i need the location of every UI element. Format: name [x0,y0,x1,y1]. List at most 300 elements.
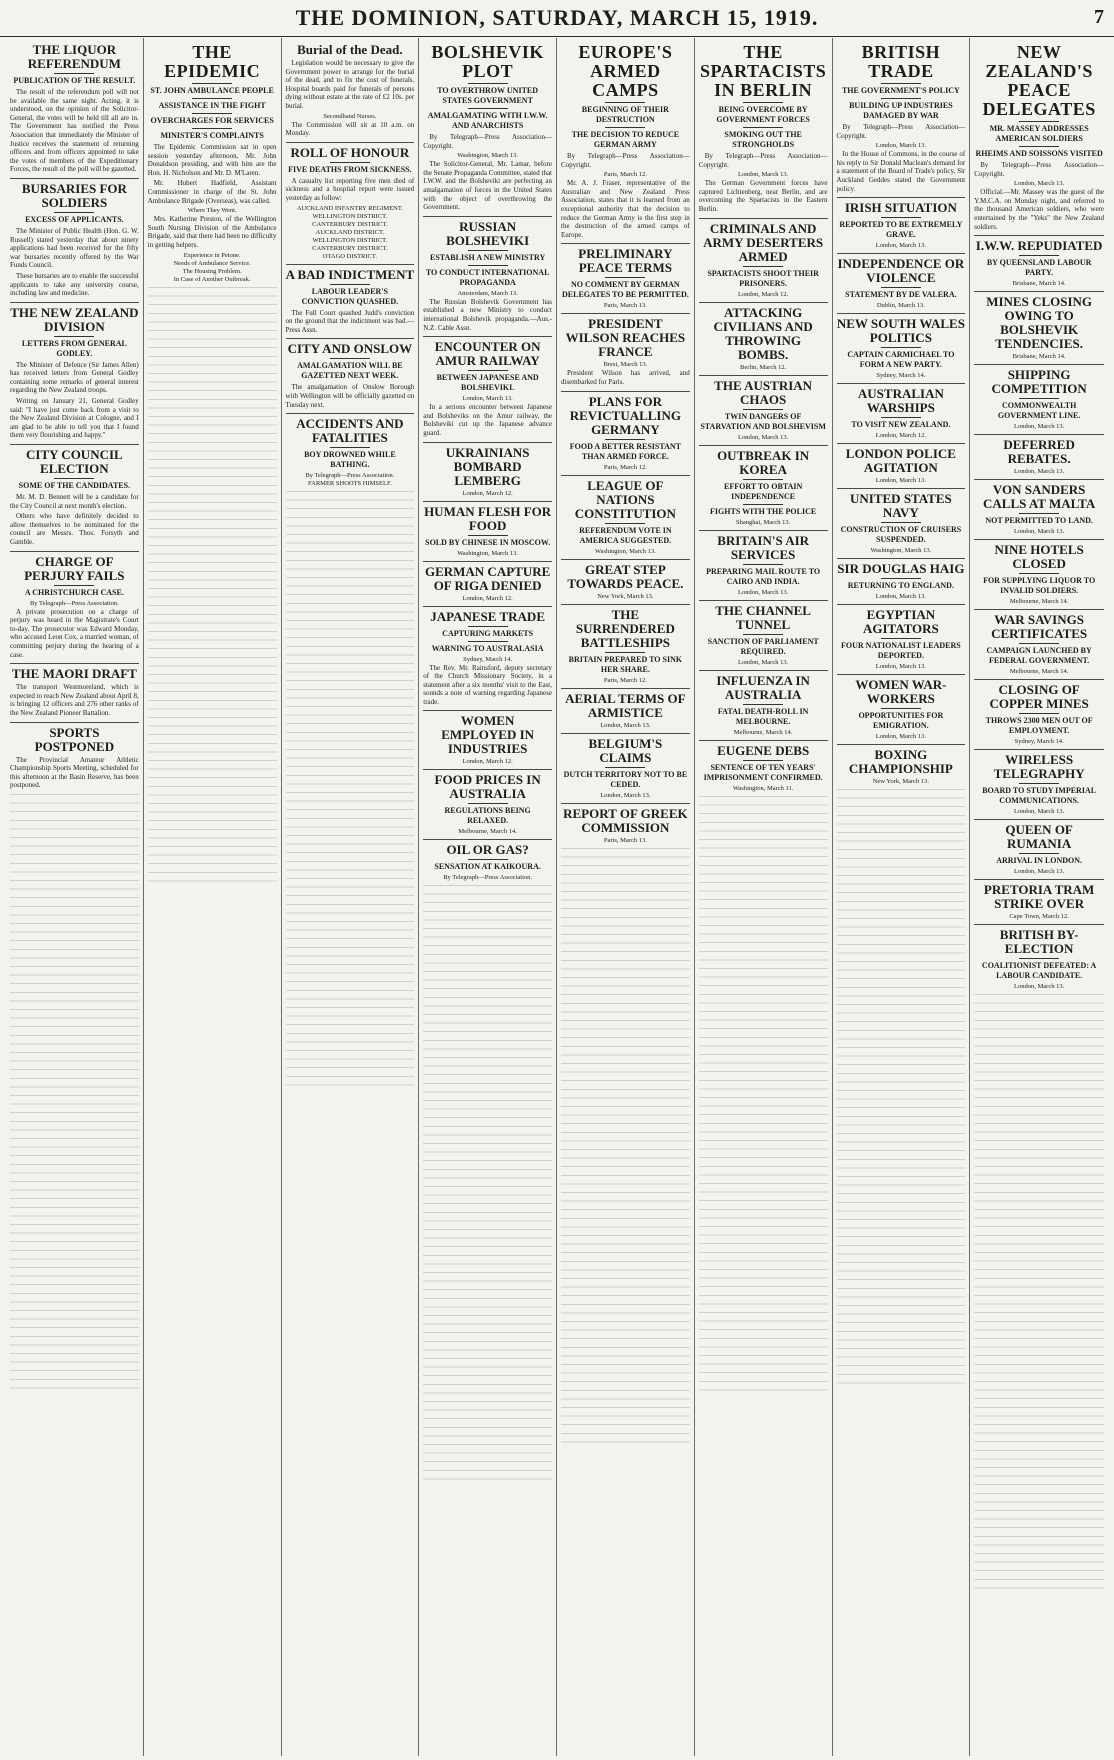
article [286,338,415,409]
article-divider [837,744,966,745]
article-headline: NEW SOUTH WALES POLITICS [836,316,965,346]
article-dateline: Paris, March 12. [603,676,647,684]
subhead-divider [192,113,232,114]
article-dateline: London, March 13. [1014,983,1065,991]
article-headline: CLOSING OF COPPER MINES [989,682,1089,712]
article-headline: NINE HOTELS CLOSED [994,542,1084,572]
article-divider [561,688,690,689]
article-dateline: London, March 13. [1014,868,1065,876]
article-headline: CRIMINALS AND ARMY DESERTERS ARMED [703,220,824,264]
article-subhead: RETURNING TO ENGLAND. [847,581,954,591]
article-paragraph: Mrs. Katherine Preston, of the Wellington South Nursing Division of the Ambulance Brigade, said that there had been no difficulty in getting helpers. [147,215,277,249]
article-dateline: Melbourne, March 14. [458,828,517,836]
article [561,803,690,844]
article-headline: UKRAINIANS BOMBARD LEMBERG [445,444,530,488]
article-divider [974,235,1104,236]
article-dateline: WELLINGTON DISTRICT. [312,212,388,220]
subhead-divider [1019,643,1059,644]
article-headline: BOXING CHAMPIONSHIP [848,747,953,777]
column [695,38,833,1756]
article-divider [423,769,552,770]
article-divider [699,740,828,741]
column-text-continuation [561,848,690,1448]
subhead-divider [330,162,370,163]
subhead-divider [1019,573,1059,574]
article [699,445,828,526]
subhead-divider [468,626,508,627]
article-dateline: London, March 13. [875,142,926,150]
article-headline: WIRELESS TELEGRAPHY [993,752,1085,782]
article-subhead: SOME OF THE CANDIDATES. [18,481,131,491]
article [699,670,828,736]
article [423,501,552,557]
article-dateline: In Case of Another Outbreak. [173,275,251,283]
article-dateline: London, March 13. [738,171,789,179]
article-dateline: Washington, March 13. [870,547,932,555]
article-headline: THE AUSTRIAN CHAOS [714,377,813,407]
article [10,551,139,660]
article-paragraph: Mr. M. D. Bennett will be a candidate for the City Council at next month's election. [10,493,139,510]
article-headline: LONDON POLICE AGITATION [845,446,956,476]
article [10,722,139,790]
article-dateline: London, March 12. [875,432,926,440]
article-divider [561,604,690,605]
article [561,475,690,555]
article-dateline: Paris, March 12. [603,171,647,179]
article [974,924,1104,990]
article-dateline: London, March 13. [875,477,926,485]
article-subhead: BEGINNING OF THEIR DESTRUCTION [581,105,669,124]
article [837,604,966,670]
subhead-divider [605,652,645,653]
article [837,383,966,439]
article-dateline: AUCKLAND DISTRICT. [315,228,385,236]
subhead-divider [330,284,370,285]
article [974,679,1104,745]
article-dateline: WELLINGTON DISTRICT. [312,236,388,244]
article-subhead: THE DECISION TO REDUCE GERMAN ARMY [571,130,680,149]
article-dateline: Experience in Petone. [183,251,241,259]
column [557,38,695,1756]
article-headline: THE MAORI DRAFT [11,666,137,682]
article-headline: INDEPENDENCE OR VIOLENCE [837,256,965,286]
article-headline: A BAD INDICTMENT [285,266,415,282]
article [837,744,966,785]
column-text-continuation [10,794,139,1394]
article-divider [561,313,690,314]
article-headline: SIR DOUGLAS HAIG [837,561,965,577]
article-subhead: BUILDING UP INDUSTRIES DAMAGED BY WAR [849,101,953,120]
subhead-divider [54,478,94,479]
article-dateline: Needs of Ambulance Service. [173,259,251,267]
article-headline: WAR SAVINGS CERTIFICATES [991,612,1088,642]
subhead-divider [881,708,921,709]
article-headline: EUROPE'S ARMED CAMPS [578,42,673,100]
article-dateline: By Telegraph—Press Association. [443,874,533,882]
article [561,243,690,309]
article-divider [837,443,966,444]
article [974,819,1104,875]
article-divider [699,218,828,219]
article-dateline: Washington, March 13. [457,152,519,160]
subhead-divider [468,250,508,251]
article-paragraph: The result of the referendum poll will not be available the same night. Acting, it is understood, on the opinion of the Solicitor-General, the votes will be held till all are in. The Government has notified the Press Association that immediately the Minister of Justice receives the statement of returning officers and from officers appointed to take the votes of members of the Expeditionary Forces, the result of the poll will be gazetted. [10,88,139,174]
article-dateline: Sydney, March 14. [463,655,513,663]
article-subhead: SOLD BY CHINESE IN MOSCOW. [425,537,551,547]
subhead-divider [881,578,921,579]
article-divider [974,819,1104,820]
article-paragraph: By Telegraph—Press Association—Copyright. [836,123,966,140]
article-headline: IRISH SITUATION [844,200,957,216]
article [974,291,1104,360]
article [10,302,139,440]
article-divider [699,530,828,531]
article-paragraph: By Telegraph—Press Association—Copyright. [974,161,1104,178]
subhead-divider [605,523,645,524]
column-text-continuation [974,994,1104,1594]
article-paragraph: A private prosecution on a charge of perjury was heard in the Magistrate's Court to-day. The prosecutor was Edward Monday, who accused Leon Cox, a married woman, of committing perjury during the hearing of a case. [10,607,139,659]
column [419,38,557,1756]
article-headline: CHARGE OF PERJURY FAILS [24,553,125,583]
article [699,375,828,441]
article-subhead: BRITAIN PREPARED TO SINK HER SHARE. [568,654,683,674]
article-divider [423,606,552,607]
article-dateline: The Housing Problem. [182,267,242,275]
article-divider [561,475,690,476]
article-subhead: MINISTER'S COMPLAINTS [160,131,264,140]
article-divider [10,722,139,723]
subhead-divider [1019,121,1059,122]
article-divider [286,142,415,143]
subhead-divider [743,564,783,565]
article-dateline: Brisbane, March 14. [1012,280,1066,288]
subhead-divider [468,535,508,536]
article [699,600,828,666]
subhead-divider [743,266,783,267]
article-subhead: FATAL DEATH-ROLL IN MELBOURNE. [717,706,809,726]
article [423,839,552,881]
article-headline: AERIAL TERMS OF ARMISTICE [565,690,686,720]
article-subhead: DUTCH TERRITORY NOT TO BE CEDED. [563,769,688,789]
article-headline: CITY AND ONSLOW [287,341,413,357]
article-dateline: London, March 12. [738,290,789,298]
article-headline: EUGENE DEBS [717,742,810,758]
article-divider [10,663,139,664]
article-dateline: Paris, March 12. [603,463,647,471]
subhead-divider [881,522,921,523]
article-subhead: CAPTURING MARKETS [442,628,534,638]
subhead-divider [743,760,783,761]
article-divider [561,733,690,734]
article-headline: I.W.W. REPUDIATED [975,238,1103,254]
subhead-divider [468,108,508,109]
subhead-divider [468,859,508,860]
article-subhead: CAPTAIN CARMICHAEL TO FORM A NEW PARTY. [847,350,955,370]
article-divider [423,501,552,502]
article-subhead: STATEMENT BY DE VALERA. [845,290,957,300]
article-subhead: BEING OVERCOME BY GOVERNMENT FORCES [716,105,810,124]
subhead-divider [1019,398,1059,399]
article-paragraph: President Wilson has arrived, and disembarked for Paris. [561,369,690,386]
article [974,609,1104,675]
article [10,43,139,174]
article [561,733,690,799]
article-paragraph: Mr. Hubert Hadfield, Assistant Commissioner in charge of the St. John Ambulance Brigade (Overseas), was called. [147,179,277,205]
article-dateline: London, March 13. [600,791,651,799]
article-paragraph: Official.—Mr. Massey was the guest of the Y.M.C.A. on Monday night, and referred to the thousand American soldiers, who were entertained by the "Yeks" the New Zealand soldiers. [974,188,1104,231]
article-subhead: LETTERS FROM GENERAL GODLEY. [21,338,127,358]
article-dateline: Brisbane, March 14. [1012,353,1066,361]
article-divider [974,291,1104,292]
article-divider [837,313,966,314]
subhead-divider [1019,853,1059,854]
subhead-divider [605,102,645,103]
article-divider [837,197,966,198]
article [699,302,828,371]
article-paragraph: Others who have definitely decided to allow themselves to be nominated for the council are Messrs. Thos. Forsyth and Gamble. [10,512,139,546]
article [699,530,828,596]
article-subhead: AMALGAMATING WITH I.W.W. AND ANARCHISTS [427,111,548,130]
article [423,710,552,765]
article-dateline: Berlin, March 12. [740,363,787,371]
subhead-divider [54,336,94,337]
article-paragraph: By Telegraph—Press Association—Copyright. [423,133,552,150]
article-subhead: THROWS 2300 MEN OUT OF EMPLOYMENT. [985,716,1093,736]
article [974,235,1104,287]
article-subhead: TO VISIT NEW ZEALAND. [851,420,951,430]
subhead-divider [330,358,370,359]
masthead [0,0,1114,37]
article-headline: SPORTS POSTPONED [34,724,115,754]
subhead-divider [881,417,921,418]
article-headline: GERMAN CAPTURE OF RIGA DENIED [424,563,551,593]
column [833,38,971,1756]
article-subhead: SANCTION OF PARLIAMENT REQUIRED. [707,636,819,656]
article-subhead: SPARTACISTS SHOOT THEIR PRISONERS. [707,268,819,288]
subhead-divider [881,287,921,288]
article-dateline: London, March 13. [462,395,513,403]
article-dateline: London, March 13. [1014,423,1065,431]
article-divider [561,803,690,804]
article [423,561,552,602]
article [837,197,966,249]
article-dateline: Washington, March 13. [457,549,519,557]
article [974,43,1104,231]
article-headline: Burial of the Dead. [297,42,403,57]
article [286,43,415,138]
article-dateline: London, March 12. [462,594,513,602]
article [561,43,690,239]
article-headline: PRELIMINARY PEACE TERMS [578,246,673,276]
article-paragraph: Legislation would be necessary to give the Government power to arrange for the burial of the dead, and to fix the cost of funerals. Hospital boards paid for funerals of persons dying without estate at the rate of £2 10s. per burial. [285,59,415,110]
column [6,38,144,1756]
article-dateline: Sydney, March 14. [876,372,926,380]
article-paragraph: The Russian Bolshevik Government has established a new Ministry to conduct international Bolshevik propaganda.—Aus.-N.Z. Cable Assn. [423,297,552,332]
article-dateline: By Telegraph—Press Association. [305,472,395,480]
article [10,178,139,298]
article-subhead: FIGHTS WITH THE POLICE [710,506,817,516]
subhead-divider [468,83,508,84]
article [561,391,690,471]
article-subhead: BY QUEENSLAND LABOUR PARTY. [986,258,1092,278]
article [837,443,966,484]
article-dateline: London, March 13. [1014,808,1065,816]
subhead-divider [881,638,921,639]
article-subhead: TWIN DANGERS OF STARVATION AND BOLSHEVISM [700,411,826,431]
article-headline: OUTBREAK IN KOREA [717,447,810,477]
article-divider [837,558,966,559]
article-subhead: FOOD A BETTER RESISTANT THAN ARMED FORCE. [569,441,681,461]
article [286,264,415,335]
article [699,740,828,792]
article-divider [10,444,139,445]
article-dateline: OTAGO DISTRICT. [322,252,377,260]
article-dateline: FARMER SHOOTS HIMSELF. [308,480,392,488]
article-headline: SHIPPING COMPETITION [991,367,1087,397]
article-paragraph: By Telegraph—Press Association—Copyright. [698,152,828,169]
subhead-divider [468,265,508,266]
article-headline: EGYPTIAN AGITATORS [862,607,939,637]
article-divider [974,879,1104,880]
article-dateline: London, March 13. [1014,180,1065,188]
subhead-divider [192,98,232,99]
article-divider [699,600,828,601]
article-headline: BELGIUM'S CLAIMS [588,735,663,765]
article-dateline: Paris, March 13. [603,302,647,310]
column [144,38,282,1756]
article-divider [974,749,1104,750]
article-dateline: London, March 13. [738,658,789,666]
article-dateline: Amsterdam, March 13. [457,289,518,297]
article [423,769,552,835]
subhead-divider [468,641,508,642]
subhead-divider [468,370,508,371]
subhead-divider [1019,713,1059,714]
article [10,444,139,547]
article-headline: BOLSHEVIK PLOT [431,42,544,81]
article-paragraph: The Provincial Amateur Athletic Championship Sports Meeting, scheduled for this afternoon at the Basin Reserve, has been postponed. [10,755,139,790]
article-dateline: CANTERBURY DISTRICT. [312,220,388,228]
column-container [6,38,1108,1756]
article-paragraph: The Solicitor-General, Mr. Lamar, before the Senate Propaganda Committee, stated that I.W.W. and the Bolsheviki are perfecting an amalgamation of forces in the United States with the object of overthrowing the Government. [423,160,552,212]
article-headline: ENCOUNTER ON AMUR RAILWAY [434,339,541,369]
article-paragraph: In the House of Commons, in the course of his reply to Sir Donald Maclean's demand for a statement of the Board of Trade's policy, Sir Auckland Geddes stated the Government policy. [836,150,966,193]
subhead-divider [468,803,508,804]
article-divider [423,710,552,711]
article-dateline: London, March 13. [738,588,789,596]
article-headline: THE CHANNEL TUNNEL [715,602,811,632]
article-headline: THE SURRENDERED BATTLESHIPS [575,606,675,650]
article-subhead: SENSATION AT KAIKOURA. [434,862,541,872]
column-text-continuation [148,287,277,887]
article-subhead: OPPORTUNITIES FOR EMIGRATION. [858,711,944,731]
article [423,43,552,212]
article-paragraph: The transport Westmoreland, which is expected to reach New Zealand about April 8, is bringing 12 officers and 276 other ranks of the New Zealand Pioneer Battalion. [10,683,139,717]
subhead-divider [743,704,783,705]
masthead-title: THE DOMINION, SATURDAY, MARCH 15, 1919. [295,5,819,30]
subhead-divider [743,102,783,103]
subhead-divider [743,409,783,410]
article [837,674,966,740]
subhead-divider [605,127,645,128]
article-paragraph: The German Government forces have captured Lichtenberg, near Berlin, and are overcoming the Spartacists in the Eastern Berlin. [698,179,828,213]
article-dateline: CANTERBURY DISTRICT. [312,244,388,252]
article-headline: THE SPARTACISTS IN BERLIN [700,42,827,100]
article-headline: MINES CLOSING OWING TO BOLSHEVIK TENDENCIES. [986,294,1093,352]
article-subhead: REPORTED TO BE EXTREMELY GRAVE. [839,220,963,240]
article-paragraph: Mr. A. J. Fraser, representative of the Australian and New Zealand Press Association, states that it is learned from an exceptional authority that the decision to reduce the German Army is the first step in the destruction of the armed camps of Europe. [561,179,690,239]
article-headline: FOOD PRICES IN AUSTRALIA [434,772,541,802]
article-divider [423,561,552,562]
article-headline: BRITISH TRADE [861,42,941,81]
article-paragraph: The Minister of Defence (Sir James Allen) has received letters from General Godley containing some remarks of general interest regarding the New Zealand troops. [10,360,139,395]
article-subhead: LABOUR LEADER'S CONVICTION QUASHED. [301,286,399,306]
article [837,253,966,309]
article-paragraph: In a serious encounter between Japanese and Bolsheviks on the Amur railway, the Bolsheviki cut up the Japanese advance guard. [423,403,552,437]
article-paragraph: A casualty list reporting five men died of sickness and a hospital report were issued yesterday as follow: [285,176,415,202]
article-subhead: COMMONWEALTH GOVERNMENT LINE. [997,401,1081,421]
subhead-divider [330,447,370,448]
article-subhead: CONSTRUCTION OF CRUISERS SUSPENDED. [840,525,962,545]
article-dateline: London, March 12. [462,489,513,497]
article-headline: BRITAIN'S AIR SERVICES [717,532,810,562]
article-headline: WOMEN EMPLOYED IN INDUSTRIES [441,713,535,757]
article-headline: ACCIDENTS AND FATALITIES [296,416,404,446]
article-subhead: ST. JOHN AMBULANCE PEOPLE [150,86,274,95]
article-headline: PRETORIA TRAM STRIKE OVER [983,882,1095,912]
article-dateline: Melbourne, March 14. [1009,668,1069,676]
article-dateline: Shanghai, March 13. [736,518,791,526]
article-headline: GREAT STEP TOWARDS PEACE. [567,561,684,591]
article-subhead: REFERENDUM VOTE IN AMERICA SUGGESTED. [579,525,672,545]
subhead-divider [743,479,783,480]
article-headline: WOMEN WAR-WORKERS [855,677,947,707]
article-divider [837,383,966,384]
subhead-divider [881,83,921,84]
article [837,488,966,554]
article-subhead: BOARD TO STUDY IMPERIAL COMMUNICATIONS. [982,786,1097,806]
article-headline: PLANS FOR REVICTUALLING GERMANY [569,393,681,437]
article-divider [974,539,1104,540]
article [974,434,1104,475]
article-divider [974,479,1104,480]
article-headline: AUSTRALIAN WARSHIPS [857,386,944,416]
subhead-divider [192,128,232,129]
subhead-divider [1019,513,1059,514]
article-divider [699,445,828,446]
article-headline: NEW ZEALAND'S PEACE DELEGATES [982,42,1096,119]
article-subhead: EXCESS OF APPLICANTS. [25,214,124,224]
article-divider [423,216,552,217]
article-divider [699,375,828,376]
article-headline: JAPANESE TRADE [430,608,545,624]
article [286,142,415,260]
article-subhead: PUBLICATION OF THE RESULT. [13,76,136,85]
article [423,606,552,707]
article-subhead: COALITIONIST DEFEATED: A LABOUR CANDIDATE. [981,961,1097,981]
article-divider [837,604,966,605]
article-subhead: RHEIMS AND SOISSONS VISITED [975,149,1103,158]
article-headline: DEFERRED REBATES. [1003,437,1075,467]
article [286,413,415,487]
article [423,442,552,497]
article-subhead: SENTENCE OF TEN YEARS' IMPRISONMENT CONFIRMED. [703,762,823,782]
subhead-divider [1019,958,1059,959]
article [423,336,552,437]
article [10,663,139,717]
article-divider [423,442,552,443]
article-headline: THE EPIDEMIC [164,42,261,81]
